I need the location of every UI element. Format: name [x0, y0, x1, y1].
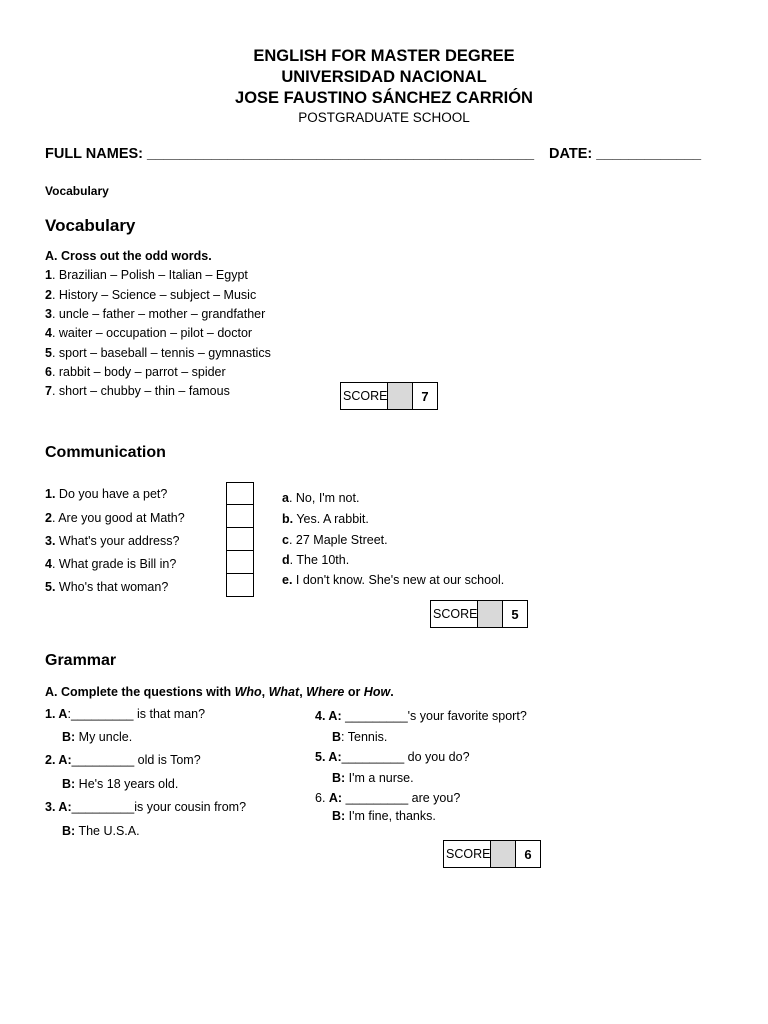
grammar-answer: B: The U.S.A.: [62, 824, 140, 838]
answer-item: e. I don't know. She's new at our school.: [282, 573, 505, 587]
grammar-question: 5. A:_________ do you do?: [315, 750, 470, 764]
grammar-score-box: [443, 840, 541, 868]
score-label: SCORE: [431, 601, 478, 627]
answer-item: a. No, I'm not.: [282, 491, 360, 505]
vocabulary-score-box: [340, 382, 438, 410]
answer-boxes: [226, 482, 254, 597]
score-label: SCORE: [341, 383, 388, 409]
score-input-cell[interactable]: [491, 841, 516, 867]
answer-box-1[interactable]: [226, 482, 254, 505]
list-item: 5. sport – baseball – tennis – gymnastics: [45, 346, 271, 360]
header-line-1: ENGLISH FOR MASTER DEGREE: [253, 47, 515, 65]
answer-box-3[interactable]: [226, 528, 254, 551]
full-names-field[interactable]: FULL NAMES: ________________________________________________: [45, 146, 535, 162]
list-item: 2. History – Science – subject – Music: [45, 288, 257, 302]
breadcrumb: Vocabulary: [45, 184, 109, 198]
score-value: 7: [421, 388, 429, 404]
list-item: 1. Brazilian – Polish – Italian – Egypt: [45, 268, 248, 282]
list-item: 6. rabbit – body – parrot – spider: [45, 365, 226, 379]
answer-item: b. Yes. A rabbit.: [282, 512, 369, 526]
question-item: 1. Do you have a pet?: [45, 487, 168, 501]
header-line-2: UNIVERSIDAD NACIONAL: [281, 68, 487, 86]
score-input-cell[interactable]: [388, 383, 413, 409]
grammar-answer: B: I'm fine, thanks.: [332, 809, 436, 823]
list-item: 4. waiter – occupation – pilot – doctor: [45, 326, 253, 340]
header-line-4: POSTGRADUATE SCHOOL: [298, 110, 470, 125]
grammar-answer: B: My uncle.: [62, 730, 133, 744]
score-label: SCORE: [444, 841, 491, 867]
grammar-answer: B: He's 18 years old.: [62, 777, 179, 791]
grammar-instruction: A. Complete the questions with Who, What, Where or How.: [45, 685, 394, 699]
grammar-answer: B: Tennis.: [332, 730, 388, 744]
answer-item: d. The 10th.: [282, 553, 350, 567]
answer-box-5[interactable]: [226, 574, 254, 597]
list-item: 3. uncle – father – mother – grandfather: [45, 307, 266, 321]
grammar-question: 2. A:_________ old is Tom?: [45, 753, 201, 767]
question-item: 5. Who's that woman?: [45, 580, 169, 594]
answer-box-4[interactable]: [226, 551, 254, 574]
score-value: 5: [511, 606, 519, 622]
grammar-title: Grammar: [45, 652, 117, 669]
question-item: 3. What's your address?: [45, 534, 180, 548]
grammar-answer: B: I'm a nurse.: [332, 771, 414, 785]
header-line-3: JOSE FAUSTINO SÁNCHEZ CARRIÓN: [235, 89, 533, 107]
grammar-question: 4. A: _________'s your favorite sport?: [315, 709, 527, 723]
grammar-question: 1. A:_________ is that man?: [45, 707, 206, 721]
score-input-cell[interactable]: [478, 601, 503, 627]
question-item: 2. Are you good at Math?: [45, 511, 185, 525]
answer-box-2[interactable]: [226, 505, 254, 528]
vocabulary-title: Vocabulary: [45, 216, 136, 235]
score-value: 6: [524, 846, 532, 862]
communication-score-box: [430, 600, 528, 628]
question-item: 4. What grade is Bill in?: [45, 557, 177, 571]
list-item: 7. short – chubby – thin – famous: [45, 384, 230, 398]
answer-item: c. 27 Maple Street.: [282, 533, 388, 547]
grammar-question: 3. A:_________is your cousin from?: [45, 800, 247, 814]
grammar-question: 6. A: _________ are you?: [315, 791, 461, 805]
date-field[interactable]: DATE: _____________: [549, 146, 702, 162]
vocabulary-instruction: A. Cross out the odd words.: [45, 249, 212, 263]
communication-title: Communication: [45, 444, 166, 461]
